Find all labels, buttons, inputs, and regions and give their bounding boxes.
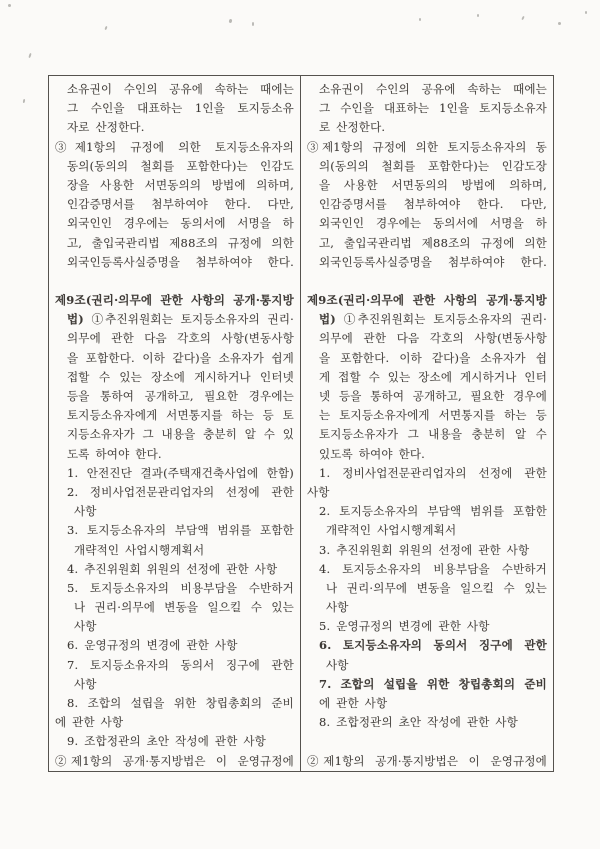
text-line: 사항 [307, 484, 330, 499]
scan-speck [419, 18, 421, 21]
text-line: 을 사용한 서면동의의 방법에 의하며, [319, 177, 547, 192]
scan-speck [252, 22, 254, 26]
text-line-bold-prefix: 법) [319, 312, 336, 327]
scan-speck [229, 19, 233, 24]
scan-speck [558, 22, 561, 25]
text-line: 외국인인 경우에는 동의서에 서명을 하 [67, 216, 294, 231]
text-line: 토지등소유자가 그 내용을 충분히 알 수 [319, 427, 547, 442]
right-column [300, 76, 553, 771]
text-line: 에 관한 사항 [55, 715, 124, 730]
text-line: 고, 출입국관리법 제88조의 규정에 의한 [67, 235, 294, 250]
text-line: 에 관한 사항 [319, 696, 388, 710]
left-column [49, 76, 300, 771]
text-line: 그 수인을 대표하는 1인을 토지등소유자 [319, 101, 547, 116]
text-line: 의무에 관한 다음 각호의 사항(변동사항 [67, 331, 294, 346]
text-line: 그 수인을 대표하는 1인을 토지등소유 [67, 101, 294, 116]
text-line: 3. 토지등소유자의 부담액 범위를 포함한 [67, 523, 294, 538]
text-line: 인감증명서를 첨부하여야 한다. 다만, [67, 197, 294, 212]
text-line: 8. 조합정관의 초안 작성에 관한 사항 [319, 715, 518, 730]
text-line: 넷 등을 통하여 공개하고, 필요한 경우에 [319, 389, 547, 403]
text-line: 7. 토지등소유자의 동의서 징구에 관한 [67, 657, 294, 672]
text-line: 제9조(권리·의무에 관한 사항의 공개·통지방 [307, 293, 547, 308]
text-line: 지등소유자가 그 내용을 충분히 알 수 있 [67, 427, 294, 442]
scan-speck [23, 99, 26, 103]
text-line: 개략적인 사업시행계획서 [74, 542, 205, 557]
text-line: 사항 [74, 504, 97, 519]
text-line: 사항 [74, 676, 97, 691]
text-line: 자로 산정한다. [67, 120, 145, 135]
text-line: 4. 토지등소유자의 비용부담을 수반하거 [319, 561, 547, 576]
text-line: 8. 조합의 설립을 위한 창립총회의 준비 [67, 696, 294, 710]
text-line: 외국인인 경우에는 동의서에 서명을 하 [319, 216, 547, 231]
text-line: 3. 추진위원회 위원의 선정에 관한 사항 [319, 542, 530, 557]
text-line: 1. 정비사업전문관리업자의 선정에 관한 [319, 465, 547, 480]
text-line: 로 산정한다. [319, 120, 386, 135]
blank-line [307, 272, 547, 291]
text-line: 동의(동의의 철회를 포함한다)는 인감도 [67, 158, 294, 173]
text-line: 있도록 하여야 한다. [319, 446, 426, 461]
text-line: 2. 토지등소유자의 부담액 범위를 포함한 [319, 504, 547, 519]
text-line: ③제1항의 규정에 의한 토지등소유자의 동 [307, 139, 547, 154]
scan-speck [28, 53, 31, 58]
text-line: 제9조(권리·의무에 관한 사항의 공개·통지방 [55, 293, 294, 308]
text-line: 사항 [326, 657, 349, 672]
text-line-rest: ①추진위원회는 토지등소유자의 권리· [335, 312, 547, 327]
text-line: 5. 운영규정의 변경에 관한 사항 [319, 619, 490, 634]
text-line: 9. 조합정관의 초안 작성에 관한 사항 [67, 734, 266, 749]
text-line: ②제1항의 공개·통지방법은 이 운영규정에 [55, 753, 294, 768]
text-line: 6. 운영규정의 변경에 관한 사항 [67, 638, 238, 653]
text-line-bold-prefix: 법) [67, 312, 84, 327]
text-line: 토지등소유자에게 서면통지를 하는 등 토 [67, 408, 294, 423]
text-line [55, 310, 294, 329]
text-line: 소유권이 수인의 공유에 속하는 때에는 [319, 82, 547, 96]
text-line: 의무에 관한 다음 각호의 사항(변동사항 [319, 331, 547, 346]
text-line: 고, 출입국관리법 제88조의 규정에 의한 [319, 235, 547, 250]
blank-line [307, 732, 547, 751]
text-line: 사항 [326, 600, 349, 615]
text-line: 나 권리·의무에 변동을 일으킬 수 있는 [74, 600, 294, 615]
text-line: 접할 수 있는 장소에 게시하거나 인터넷 [67, 369, 294, 384]
scan-speck [8, 4, 11, 7]
text-line: 개략적인 사업시행계획서 [326, 523, 457, 538]
scan-speck [477, 14, 479, 17]
text-line [307, 310, 547, 329]
text-line: 4. 추진위원회 위원의 선정에 관한 사항 [67, 561, 278, 576]
text-line: 장을 사용한 서면동의의 방법에 의하며, [67, 177, 294, 192]
document-table [48, 75, 554, 772]
text-line: 외국인등록사실증명을 첨부하여야 한다. [67, 254, 294, 269]
text-line: 사항 [74, 619, 97, 634]
text-line: ③제1항의 규정에 의한 토지등소유자의 [55, 139, 294, 154]
text-line: 소유권이 수인의 공유에 속하는 때에는 [67, 82, 294, 96]
text-line: 을 포함한다. 이하 같다)을 소유자가 쉽게 [67, 350, 294, 365]
text-line: ②제1항의 공개·통지방법은 이 운영규정에 [307, 753, 547, 768]
text-line: 의(동의의 철회를 포함한다)는 인감도장 [319, 158, 547, 173]
scan-speck [521, 16, 525, 20]
text-line: 나 권리·의무에 변동을 일으킬 수 있는 [326, 580, 547, 595]
scan-speck [585, 11, 587, 14]
text-line: 등을 통하여 공개하고, 필요한 경우에는 [67, 389, 294, 403]
scan-speck [104, 26, 107, 30]
text-line: 5. 토지등소유자의 비용부담을 수반하거 [67, 580, 294, 595]
text-line: 인감증명서를 첨부하여야 한다. 다만, [319, 197, 547, 212]
text-line-rest: ①추진위원회는 토지등소유자의 권리· [83, 312, 294, 327]
text-line: 외국인등록사실증명을 첨부하여야 한다. [319, 254, 547, 269]
blank-line [55, 272, 294, 291]
text-line: 7. 조합의 설립을 위한 창립총회의 준비 [319, 676, 547, 691]
text-line: 6. 토지등소유자의 동의서 징구에 관한 [319, 638, 547, 653]
text-line: 을 포함한다. 이하 같다)을 소유자가 쉽 [319, 350, 547, 365]
text-line: 도록 하여야 한다. [67, 446, 162, 461]
text-line: 는 토지등소유자에게 서면통지를 하는 등 [319, 408, 547, 423]
text-line: 1. 안전진단 결과(주택재건축사업에 한함) [67, 465, 294, 480]
text-line: 2. 정비사업전문관리업자의 선정에 관한 [67, 484, 294, 499]
text-line: 게 접할 수 있는 장소에 게시하거나 인터 [319, 369, 547, 384]
